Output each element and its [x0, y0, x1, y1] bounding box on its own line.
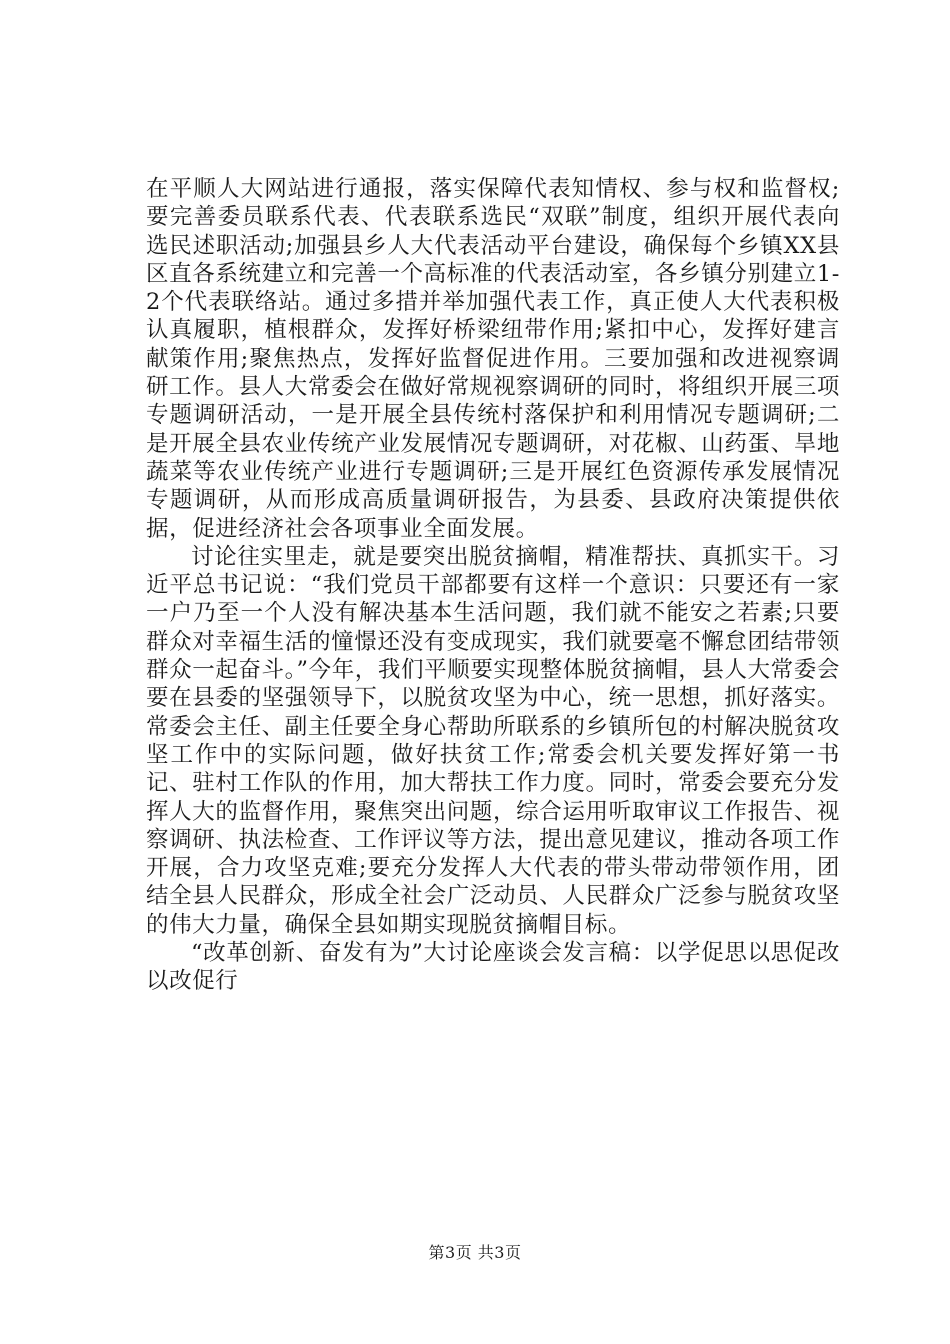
- document-body: [146, 175, 840, 996]
- paragraph-2: 讨论往实里走，就是要突出脱贫摘帽，精准帮扶、真抓实干。习近平总书记说：“我们党员干部都要有这样一个意识：只要还有一家一户乃至一个人没有解决基本生活问题，我们就不能安之若素;只要群众对幸福生活的憧憬还没有变成现实，我们就要毫不懈怠团结带领群众一起奋斗。”今年，我们平顺要实现整体脱贫摘帽，县人大常委会要在县委的坚强领导下，以脱贫攻坚为中心，统一思想，抓好落实。常委会主任、副主任要全身心帮助所联系的乡镇所包的村解决脱贫攻坚工作中的实际问题，做好扶贫工作;常委会机关要发挥好第一书记、驻村工作队的作用，加大帮扶工作力度。同时，常委会要充分发挥人大的监督作用，聚焦突出问题，综合运用听取审议工作报告、视察调研、执法检查、工作评议等方法，提出意见建议，推动各项工作开展，合力攻坚克难;要充分发挥人大代表的带头带动带领作用，团结全县人民群众，形成全社会广泛动员、人民群众广泛参与脱贫攻坚的伟大力量，确保全县如期实现脱贫摘帽目标。: [146, 543, 840, 938]
- page-footer: 第3页 共3页: [428, 1243, 522, 1262]
- paragraph-1: 在平顺人大网站进行通报，落实保障代表知情权、参与权和监督权;要完善委员联系代表、代表联系选民“双联”制度，组织开展代表向选民述职活动;加强县乡人大代表活动平台建设，确保每个乡镇XX县区直各系统建立和完善一个高标准的代表活动室，各乡镇分别建立1-2个代表联络站。通过多措并举加强代表工作，真正使人大代表积极认真履职，植根群众，发挥好桥梁纽带作用;紧扣中心，发挥好建言献策作用;聚焦热点，发挥好监督促进作用。三要加强和改进视察调研工作。县人大常委会在做好常规视察调研的同时，将组织开展三项专题调研活动，一是开展全县传统村落保护和利用情况专题调研;二是开展全县农业传统产业发展情况专题调研，对花椒、山药蛋、旱地蔬菜等农业传统产业进行专题调研;三是开展红色资源传承发展情况专题调研，从而形成高质量调研报告，为县委、县政府决策提供依据，促进经济社会各项事业全面发展。: [146, 176, 840, 542]
- paragraph-3-title: “改革创新、奋发有为”大讨论座谈会发言稿：以学促思以思促改以改促行: [146, 940, 840, 995]
